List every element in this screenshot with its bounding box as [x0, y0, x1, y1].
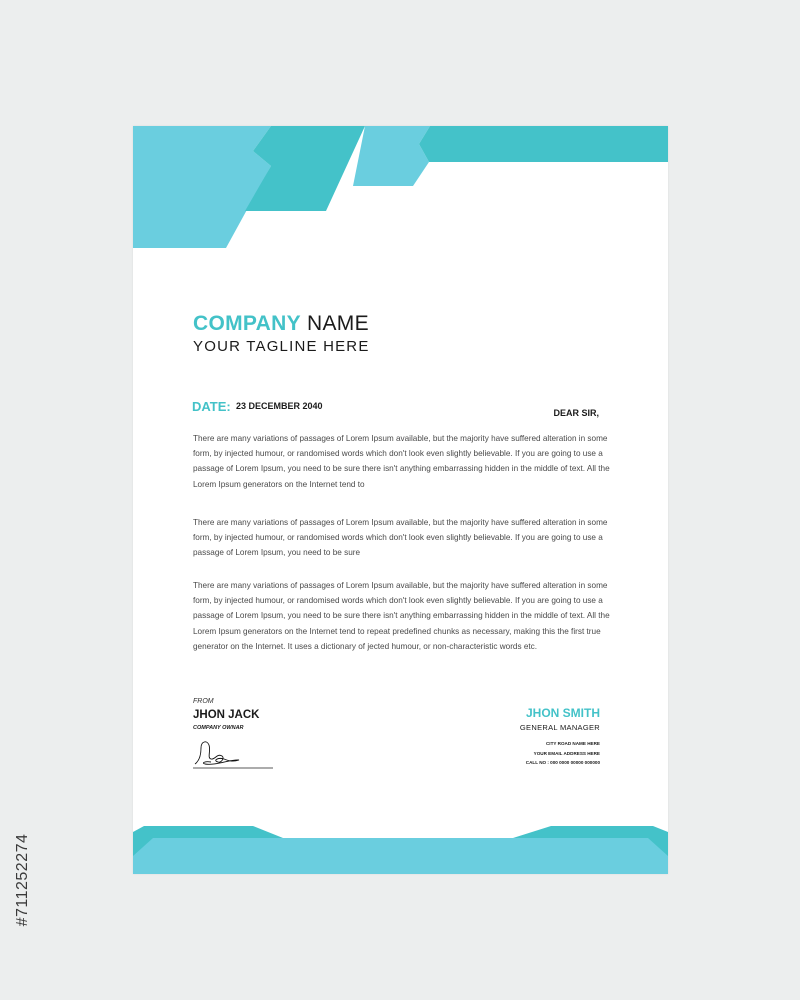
recipient-block — [520, 706, 600, 768]
header-shape-band — [419, 126, 668, 162]
company-name — [193, 312, 369, 336]
recipient-role: GENERAL MANAGER — [519, 723, 600, 732]
sender-name: JHON JACK — [193, 709, 260, 721]
company-name-rest: NAME — [307, 312, 369, 335]
company-name-accent: COMPANY — [193, 312, 301, 335]
header-shape-base — [133, 126, 271, 248]
header-shape-light — [353, 126, 430, 186]
sender-title: COMPANY OWNAR — [193, 725, 244, 731]
footer-decoration — [133, 826, 668, 874]
salutation: DEAR SIR, — [553, 408, 599, 418]
letterhead-page — [133, 126, 668, 874]
recipient-address: CITY ROAD NAME HERE — [545, 741, 600, 746]
footer-shape-band — [133, 838, 668, 874]
recipient-call: CALL NO : 000 0000 00000 000000 — [525, 760, 600, 765]
body-paragraph-1: There are many variations of passages of Lorem Ipsum available, but the majority have suffered alteration in some form, by injected humour, or randomised words which don't look even slightly believable. If you are going to use a passage of Lorem Ipsum, you need to be sure there isn't anything embarrassing hidden in the middle of text. All the Lorem Ipsum generators on the Internet tend to — [193, 434, 610, 489]
company-tagline: YOUR TAGLINE HERE — [193, 338, 370, 355]
recipient-name: JHON SMITH — [525, 706, 600, 720]
stock-id-label — [8, 770, 38, 990]
recipient-email: YOUR EMAIL ADDRESS HERE — [533, 750, 600, 756]
body-paragraph-2: There are many variations of passages of Lorem Ipsum available, but the majority have suffered alteration in some form, by injected humour, or randomised words which don't look even slightly believable. If you are going to use a passage of Lorem Ipsum, you need to be sure — [193, 518, 608, 558]
body-paragraph-3: There are many variations of passages of Lorem Ipsum available, but the majority have suffered alteration in some form, by injected humour, or randomised words which don't look even slightly believable. If you are going to use a passage of Lorem Ipsum, you need to be sure there isn't anything embarrassing hidden in the middle of text. All the Lorem Ipsum generators on the Internet tend to repeat predefined chunks as necessary, making this the first true generator on the Internet. It uses a dictionary of jected humour, or non-characteristic words etc. — [193, 581, 610, 651]
date-label: DATE: — [192, 399, 231, 414]
signature-image — [191, 734, 275, 770]
date-value: 23 DECEMBER 2040 — [236, 401, 323, 411]
stock-id-text: #711252274 — [14, 833, 31, 927]
header-decoration — [133, 126, 668, 248]
from-label: FROM — [193, 698, 214, 705]
